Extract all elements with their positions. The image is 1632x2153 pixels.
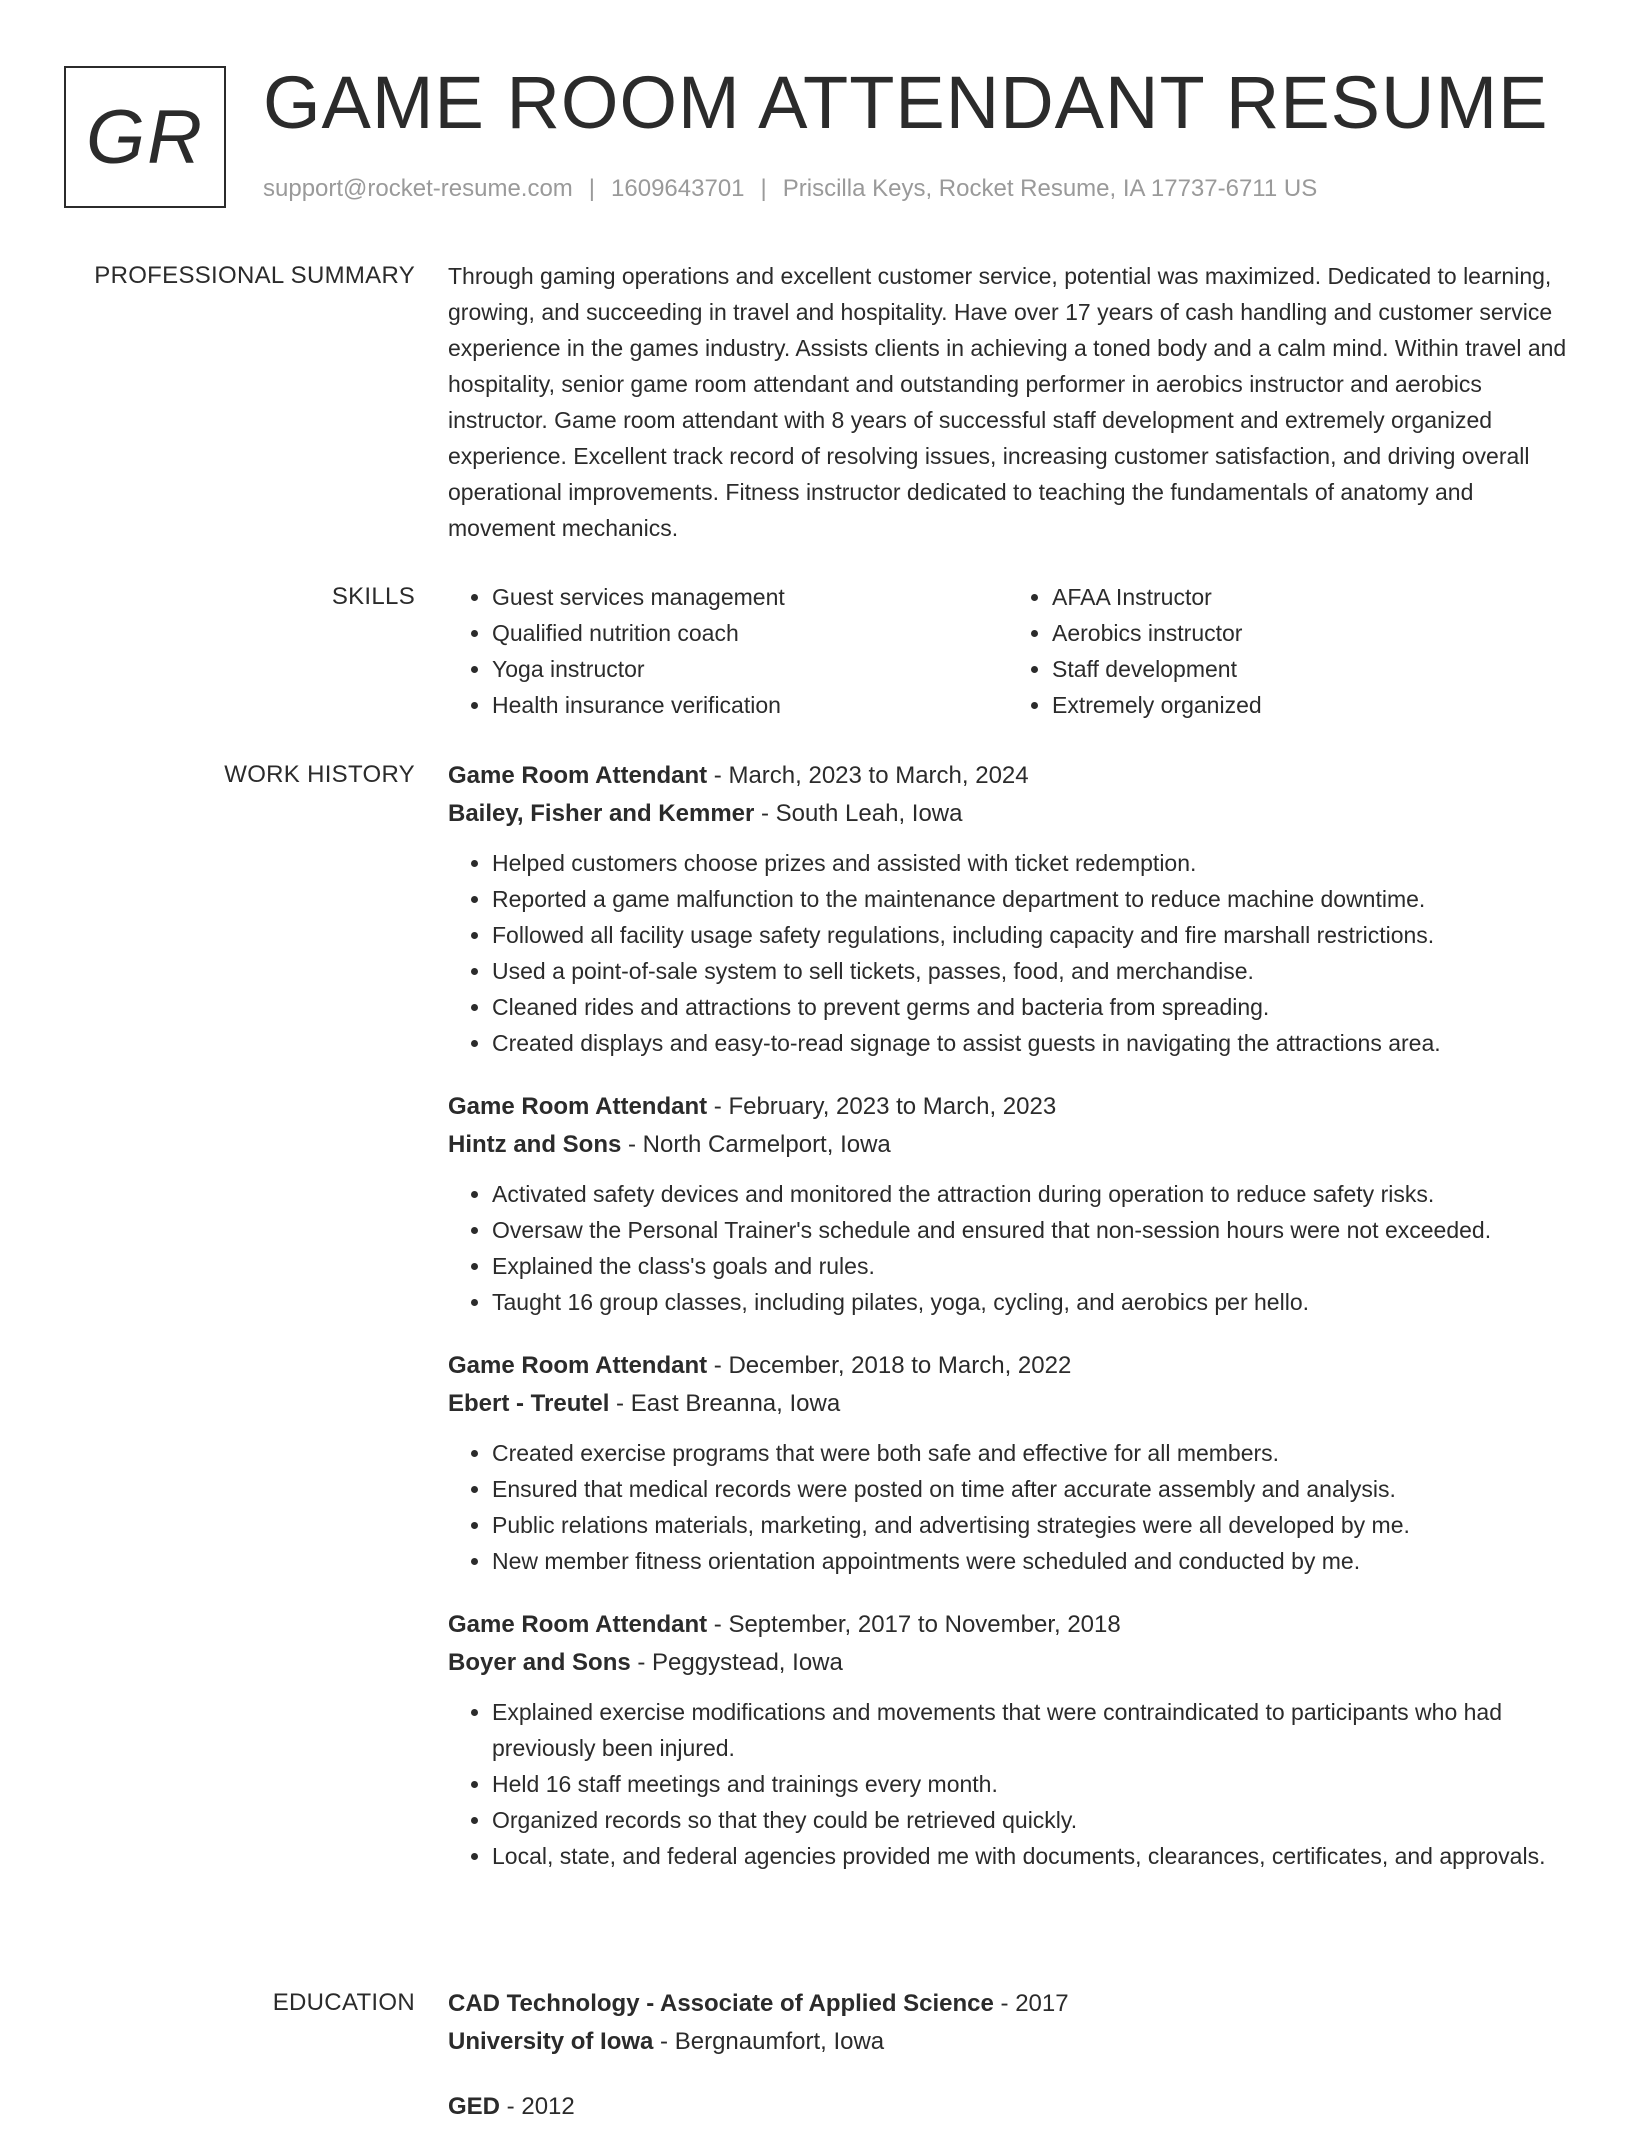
job-entry [448,1347,1568,1579]
skill-item: • Aerobics instructor [1052,615,1568,651]
job-company: Ebert - Treutel [448,1390,610,1417]
job-bullets [448,1694,1568,1874]
job-company: Boyer and Sons [448,1649,631,1676]
job-dates: - December, 2018 to March, 2022 [707,1352,1072,1379]
job-bullet: • Local, state, and federal agencies provided me with documents, clearances, certificates, and approvals. [492,1838,1568,1874]
education-school: University of Iowa [448,2028,654,2055]
job-bullet: • Explained exercise modifications and movements that were contraindicated to participants who had previously been injured. [492,1694,1568,1766]
job-bullets [448,845,1568,1061]
resume-title: GAME ROOM ATTENDANT RESUME [263,61,1549,144]
job-company-line [448,1126,1568,1164]
education-year: - 2012 [500,2093,575,2120]
education-degree: GED [448,2093,501,2120]
skill-item: • Yoga instructor [492,651,1008,687]
job-company: Hintz and Sons [448,1131,622,1158]
job-bullets [448,1435,1568,1579]
summary-text: Through gaming operations and excellent customer service, potential was maximized. Dedicated to learning, growing, and succeeding in travel and hospitality. Have over 17 years of cash handling and customer service experience in the games industry. Assists clients in achieving a toned body and a calm mind. Within travel and hospitality, senior game room attendant and outstanding performer in aerobics instructor and aerobics instructor. Game room attendant with 8 years of successful staff development and extremely organized experience. Excellent track record of resolving issues, increasing customer satisfaction, and driving overall operational improvements. Fitness instructor dedicated to teaching the fundamentals of anatomy and movement mechanics. [448,263,1567,541]
job-entry [448,1606,1568,1874]
job-location: - South Leah, Iowa [754,800,963,827]
job-bullet: • Explained the class's goals and rules. [492,1248,1568,1284]
job-bullet: • Taught 16 group classes, including pilates, yoga, cycling, and aerobics per hello. [492,1284,1568,1320]
job-location: - East Breanna, Iowa [609,1390,841,1417]
job-bullet: • Organized records so that they could be retrieved quickly. [492,1802,1568,1838]
job-company-line [448,1385,1568,1423]
section-label-skills: SKILLS [331,583,415,610]
job-bullet: • Public relations materials, marketing, and advertising strategies were all developed by me. [492,1507,1568,1543]
job-title: Game Room Attendant [448,1352,708,1379]
skills-list-left [448,579,1008,723]
contact-email[interactable]: support@rocket-resume.com [263,175,573,202]
education-entry [448,1985,1568,2061]
job-location: - Peggystead, Iowa [630,1649,843,1676]
skill-item: • AFAA Instructor [1052,579,1568,615]
job-bullet: • Created exercise programs that were both safe and effective for all members. [492,1435,1568,1471]
job-bullet: • Ensured that medical records were posted on time after accurate assembly and analysis. [492,1471,1568,1507]
job-company: Bailey, Fisher and Kemmer [448,800,755,827]
contact-address: Priscilla Keys, Rocket Resume, IA 17737-6711 US [782,175,1318,202]
job-entry [448,1088,1568,1320]
job-title: Game Room Attendant [448,762,708,789]
skill-item: • Staff development [1052,651,1568,687]
section-label-work-history: WORK HISTORY [224,761,415,788]
job-title-line [448,1088,1568,1126]
job-company-line [448,795,1568,833]
job-bullet: • Held 16 staff meetings and trainings every month. [492,1766,1568,1802]
contact-phone[interactable]: 1609643701 [611,175,745,202]
job-title-line [448,757,1568,795]
education-entry [448,2088,1568,2126]
contact-line [263,174,1317,204]
job-bullet: • Helped customers choose prizes and assisted with ticket redemption. [492,845,1568,881]
monogram-badge: GR [64,66,226,208]
job-title: Game Room Attendant [448,1611,708,1638]
job-dates: - September, 2017 to November, 2018 [707,1611,1121,1638]
job-bullet: • Used a point-of-sale system to sell tickets, passes, food, and merchandise. [492,953,1568,989]
job-bullet: • Reported a game malfunction to the maintenance department to reduce machine downtime. [492,881,1568,917]
section-label-education: EDUCATION [272,1989,415,2016]
job-location: - North Carmelport, Iowa [621,1131,891,1158]
job-bullet: • Cleaned rides and attractions to prevent germs and bacteria from spreading. [492,989,1568,1025]
education-year: - 2017 [993,1990,1069,2017]
education-location: - Bergnaumfort, Iowa [653,2028,885,2055]
skill-item: • Extremely organized [1052,687,1568,723]
job-bullet: • Created displays and easy-to-read signage to assist guests in navigating the attractions area. [492,1025,1568,1061]
job-bullet: • Oversaw the Personal Trainer's schedule and ensured that non-session hours were not exceeded. [492,1212,1568,1248]
job-company-line [448,1644,1568,1682]
education-degree-line [448,1985,1568,2023]
job-bullet: • Activated safety devices and monitored the attraction during operation to reduce safety risks. [492,1176,1568,1212]
skill-item: • Guest services management [492,579,1008,615]
skills-list-right [1008,579,1568,723]
job-bullet: • New member fitness orientation appointments were scheduled and conducted by me. [492,1543,1568,1579]
education-degree-line [448,2088,1568,2126]
contact-separator: | [760,175,767,202]
skill-item: • Qualified nutrition coach [492,615,1008,651]
education-degree: CAD Technology - Associate of Applied Science [448,1990,994,2017]
contact-separator: | [588,175,596,202]
job-dates: - February, 2023 to March, 2023 [707,1093,1057,1120]
section-label-summary: PROFESSIONAL SUMMARY [94,262,415,289]
skill-item: • Health insurance verification [492,687,1008,723]
job-bullets [448,1176,1568,1320]
job-dates: - March, 2023 to March, 2024 [707,762,1029,789]
job-title-line [448,1347,1568,1385]
job-title-line [448,1606,1568,1644]
job-title: Game Room Attendant [448,1093,708,1120]
job-bullet: • Followed all facility usage safety regulations, including capacity and fire marshall restrictions. [492,917,1568,953]
job-entry [448,757,1568,1061]
resume-header [64,61,1584,216]
education-school-line [448,2023,1568,2061]
